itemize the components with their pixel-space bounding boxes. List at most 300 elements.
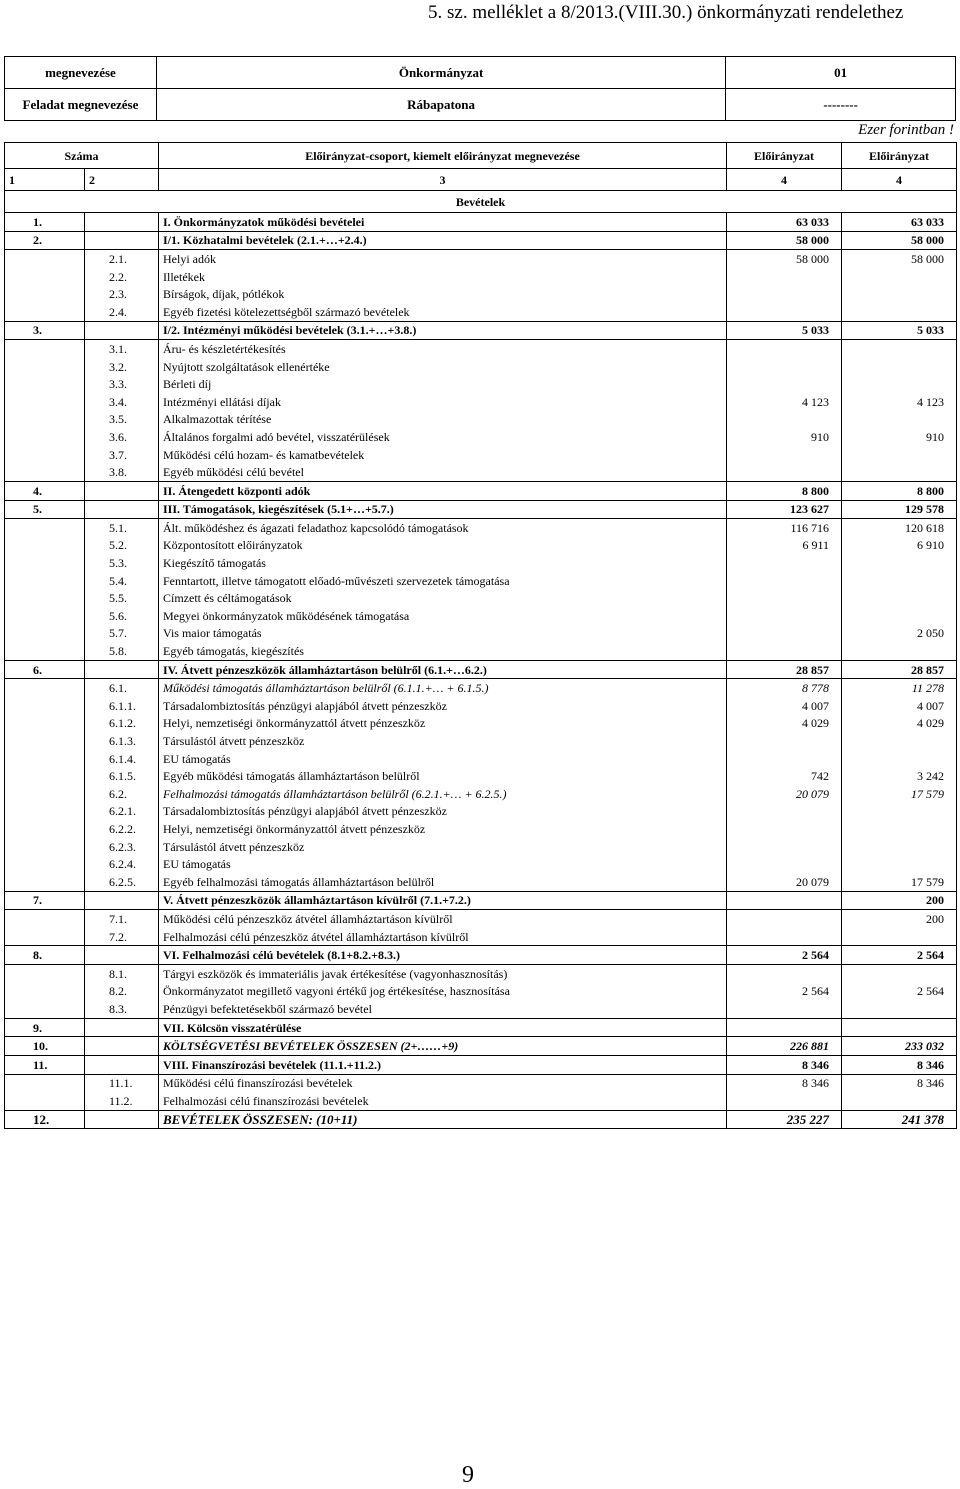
table-row (5, 838, 957, 856)
row-value-1 (727, 340, 842, 358)
table-row (5, 715, 957, 733)
table-row (5, 411, 957, 429)
row-number (5, 554, 85, 572)
row-value-2 (842, 1092, 957, 1110)
row-value-2: 58 000 (842, 231, 957, 250)
col-number: 4 (842, 169, 957, 191)
info-code: -------- (726, 89, 956, 121)
row-value-1: 8 778 (727, 679, 842, 697)
row-value-2: 241 378 (842, 1110, 957, 1129)
table-row (5, 213, 957, 232)
row-value-1 (727, 607, 842, 625)
row-value-1 (727, 358, 842, 376)
row-value-1 (727, 642, 842, 660)
row-value-2 (842, 607, 957, 625)
row-value-1 (727, 732, 842, 750)
document-title: 5. sz. melléklet a 8/2013.(VIII.30.) önkormányzati rendelethez (428, 2, 904, 23)
info-row-1 (5, 57, 956, 89)
table-row (5, 285, 957, 303)
row-subnumber: 6.2.2. (85, 820, 159, 838)
table-row (5, 607, 957, 625)
row-label: Ált. működéshez és ágazati feladathoz kapcsolódó támogatások (159, 519, 727, 537)
row-value-1 (727, 1018, 842, 1037)
row-value-2: 2 564 (842, 983, 957, 1001)
row-value-1 (727, 928, 842, 946)
row-number (5, 964, 85, 982)
row-number (5, 303, 85, 321)
row-value-1: 123 627 (727, 500, 842, 519)
row-label: VIII. Finanszírozási bevételek (11.1.+11.2.) (159, 1055, 727, 1074)
row-number (5, 1000, 85, 1018)
row-value-2: 4 007 (842, 697, 957, 715)
row-label: Címzett és céltámogatások (159, 589, 727, 607)
row-number: 1. (5, 213, 85, 232)
row-value-1: 5 033 (727, 321, 842, 340)
row-label: Nyújtott szolgáltatások ellenértéke (159, 358, 727, 376)
table-row (5, 446, 957, 464)
row-label: Társulástól átvett pénzeszköz (159, 732, 727, 750)
row-value-2 (842, 928, 957, 946)
row-value-1: 116 716 (727, 519, 842, 537)
row-number (5, 855, 85, 873)
row-label: Helyi, nemzetiségi önkormányzattól átvett pénzeszköz (159, 820, 727, 838)
row-value-1 (727, 1092, 842, 1110)
row-value-2: 2 564 (842, 946, 957, 965)
table-row (5, 910, 957, 928)
row-subnumber (85, 481, 159, 500)
row-value-1 (727, 446, 842, 464)
row-value-2 (842, 1000, 957, 1018)
row-value-2 (842, 803, 957, 821)
row-number (5, 428, 85, 446)
row-number (5, 572, 85, 590)
row-label: Önkormányzatot megillető vagyoni értékű jog értékesítése, hasznosítása (159, 983, 727, 1001)
table-row (5, 500, 957, 519)
row-subnumber: 11.1. (85, 1074, 159, 1092)
row-subnumber (85, 891, 159, 910)
row-label: I/1. Közhatalmi bevételek (2.1.+…+2.4.) (159, 231, 727, 250)
row-value-2 (842, 554, 957, 572)
row-label: Felhalmozási támogatás államháztartáson belülről (6.2.1.+… + 6.2.5.) (159, 785, 727, 803)
row-value-1: 2 564 (727, 946, 842, 965)
row-number (5, 607, 85, 625)
row-number: 12. (5, 1110, 85, 1129)
row-value-2: 17 579 (842, 785, 957, 803)
row-subnumber: 7.2. (85, 928, 159, 946)
row-subnumber: 6.2.4. (85, 855, 159, 873)
row-label: Felhalmozási célú finanszírozási bevételek (159, 1092, 727, 1110)
budget-table (4, 142, 957, 1129)
row-number: 10. (5, 1037, 85, 1056)
table-row (5, 358, 957, 376)
row-number (5, 983, 85, 1001)
row-value-2: 4 123 (842, 393, 957, 411)
row-subnumber: 6.2.3. (85, 838, 159, 856)
row-value-2 (842, 732, 957, 750)
row-number: 9. (5, 1018, 85, 1037)
row-value-1: 20 079 (727, 785, 842, 803)
row-label: Működési támogatás államháztartáson belülről (6.1.1.+… + 6.1.5.) (159, 679, 727, 697)
row-subnumber: 5.3. (85, 554, 159, 572)
section-row (5, 191, 957, 213)
table-row (5, 1018, 957, 1037)
table-row (5, 964, 957, 982)
row-value-2: 11 278 (842, 679, 957, 697)
row-label: Fenntartott, illetve támogatott előadó-művészeti szervezetek támogatása (159, 572, 727, 590)
row-value-1: 4 007 (727, 697, 842, 715)
row-value-2 (842, 463, 957, 481)
row-value-2: 8 346 (842, 1074, 957, 1092)
row-value-1 (727, 303, 842, 321)
row-label: Illetékek (159, 268, 727, 286)
table-row (5, 589, 957, 607)
row-label: Működési célú hozam- és kamatbevételek (159, 446, 727, 464)
row-value-2: 5 033 (842, 321, 957, 340)
row-label: Társadalombiztosítás pénzügyi alapjából átvett pénzeszköz (159, 803, 727, 821)
row-value-1: 235 227 (727, 1110, 842, 1129)
row-value-1 (727, 910, 842, 928)
row-subnumber (85, 231, 159, 250)
row-number (5, 519, 85, 537)
row-subnumber: 5.2. (85, 537, 159, 555)
row-value-2: 4 029 (842, 715, 957, 733)
col-header-appropriation: Előirányzat (727, 143, 842, 169)
table-row (5, 697, 957, 715)
row-number (5, 732, 85, 750)
row-subnumber: 6.1.5. (85, 767, 159, 785)
table-row (5, 519, 957, 537)
row-number (5, 268, 85, 286)
table-row (5, 803, 957, 821)
row-subnumber: 5.1. (85, 519, 159, 537)
table-row (5, 1000, 957, 1018)
table-row (5, 679, 957, 697)
row-value-1 (727, 554, 842, 572)
row-value-2 (842, 750, 957, 768)
row-value-1: 8 800 (727, 481, 842, 500)
row-value-2: 28 857 (842, 660, 957, 679)
row-number (5, 928, 85, 946)
table-row (5, 946, 957, 965)
col-header-name: Előirányzat-csoport, kiemelt előirányzat megnevezése (159, 143, 727, 169)
row-subnumber (85, 213, 159, 232)
info-label: Feladat megnevezése (5, 89, 157, 121)
row-subnumber: 5.8. (85, 642, 159, 660)
row-value-1 (727, 964, 842, 982)
row-subnumber (85, 1018, 159, 1037)
table-row (5, 660, 957, 679)
row-value-1 (727, 268, 842, 286)
row-value-2 (842, 964, 957, 982)
row-subnumber: 8.2. (85, 983, 159, 1001)
table-row (5, 855, 957, 873)
info-table (4, 56, 956, 121)
row-label: IV. Átvett pénzeszközök államháztartáson belülről (6.1.+…6.2.) (159, 660, 727, 679)
row-value-1 (727, 375, 842, 393)
row-subnumber (85, 321, 159, 340)
row-number (5, 625, 85, 643)
row-value-2 (842, 446, 957, 464)
table-row (5, 1055, 957, 1074)
row-subnumber: 3.4. (85, 393, 159, 411)
column-header-row (5, 143, 957, 169)
row-label: Pénzügyi befektetésekből származó bevétel (159, 1000, 727, 1018)
table-row (5, 873, 957, 891)
row-number (5, 767, 85, 785)
row-number: 11. (5, 1055, 85, 1074)
table-row (5, 625, 957, 643)
row-value-1 (727, 838, 842, 856)
table-row (5, 375, 957, 393)
row-value-1: 58 000 (727, 231, 842, 250)
row-value-1: 20 079 (727, 873, 842, 891)
table-row (5, 481, 957, 500)
row-value-1 (727, 891, 842, 910)
row-value-1: 226 881 (727, 1037, 842, 1056)
row-number (5, 838, 85, 856)
row-label: Megyei önkormányzatok működésének támogatása (159, 607, 727, 625)
row-label: Társulástól átvett pénzeszköz (159, 838, 727, 856)
row-number (5, 393, 85, 411)
row-value-2 (842, 303, 957, 321)
row-subnumber: 3.7. (85, 446, 159, 464)
table-row (5, 537, 957, 555)
column-number-row (5, 169, 957, 191)
row-label: Egyéb fizetési kötelezettségből származó bevételek (159, 303, 727, 321)
col-header-number: Száma (5, 143, 159, 169)
row-value-1 (727, 820, 842, 838)
row-value-2: 58 000 (842, 250, 957, 268)
table-row (5, 321, 957, 340)
row-label: VII. Kölcsön visszatérülése (159, 1018, 727, 1037)
row-label: Általános forgalmi adó bevétel, visszatérülések (159, 428, 727, 446)
row-label: V. Átvett pénzeszközök államháztartáson kívülről (7.1.+7.2.) (159, 891, 727, 910)
info-row-2 (5, 89, 956, 121)
row-subnumber: 6.1.1. (85, 697, 159, 715)
row-subnumber: 8.1. (85, 964, 159, 982)
row-label: Bírságok, díjak, pótlékok (159, 285, 727, 303)
row-subnumber: 6.1.3. (85, 732, 159, 750)
table-row (5, 891, 957, 910)
table-row (5, 642, 957, 660)
row-value-2 (842, 285, 957, 303)
row-label: Társadalombiztosítás pénzügyi alapjából átvett pénzeszköz (159, 697, 727, 715)
row-label: Központosított előirányzatok (159, 537, 727, 555)
row-value-2: 200 (842, 891, 957, 910)
table-row (5, 785, 957, 803)
table-row (5, 554, 957, 572)
row-value-1: 6 911 (727, 537, 842, 555)
page-number: 9 (462, 1462, 474, 1488)
table-row (5, 250, 957, 268)
row-subnumber: 3.6. (85, 428, 159, 446)
row-value-2: 120 618 (842, 519, 957, 537)
row-value-2 (842, 375, 957, 393)
row-number (5, 411, 85, 429)
row-label: Működési célú finanszírozási bevételek (159, 1074, 727, 1092)
col-number: 3 (159, 169, 727, 191)
col-header-appropriation: Előirányzat (842, 143, 957, 169)
row-subnumber: 3.1. (85, 340, 159, 358)
row-label: Felhalmozási célú pénzeszköz átvétel államháztartáson kívülről (159, 928, 727, 946)
row-subnumber: 2.1. (85, 250, 159, 268)
row-value-1: 4 123 (727, 393, 842, 411)
row-subnumber: 7.1. (85, 910, 159, 928)
row-value-2 (842, 340, 957, 358)
row-value-2: 17 579 (842, 873, 957, 891)
row-subnumber (85, 660, 159, 679)
row-number: 8. (5, 946, 85, 965)
table-row (5, 1037, 957, 1056)
table-row (5, 428, 957, 446)
row-value-1 (727, 855, 842, 873)
row-value-2: 2 050 (842, 625, 957, 643)
row-number: 6. (5, 660, 85, 679)
table-row (5, 750, 957, 768)
table-row (5, 1110, 957, 1129)
row-value-2: 8 800 (842, 481, 957, 500)
info-code: 01 (726, 57, 956, 89)
row-value-2 (842, 589, 957, 607)
row-value-2: 3 242 (842, 767, 957, 785)
row-value-1: 910 (727, 428, 842, 446)
unit-label: Ezer forintban ! (858, 122, 954, 138)
row-value-1 (727, 803, 842, 821)
row-label: VI. Felhalmozási célú bevételek (8.1+8.2.+8.3.) (159, 946, 727, 965)
row-subnumber: 6.1. (85, 679, 159, 697)
row-subnumber: 3.3. (85, 375, 159, 393)
row-value-1: 2 564 (727, 983, 842, 1001)
row-value-2 (842, 642, 957, 660)
row-value-1: 58 000 (727, 250, 842, 268)
row-number (5, 679, 85, 697)
row-value-2: 910 (842, 428, 957, 446)
row-subnumber: 8.3. (85, 1000, 159, 1018)
row-value-1 (727, 625, 842, 643)
row-subnumber: 2.3. (85, 285, 159, 303)
row-number (5, 820, 85, 838)
row-number (5, 785, 85, 803)
table-row (5, 928, 957, 946)
row-number (5, 750, 85, 768)
row-number: 4. (5, 481, 85, 500)
row-number (5, 446, 85, 464)
col-number: 1 (5, 169, 85, 191)
row-value-1: 8 346 (727, 1074, 842, 1092)
col-number: 4 (727, 169, 842, 191)
info-value: Önkormányzat (156, 57, 725, 89)
row-number: 5. (5, 500, 85, 519)
row-number (5, 1092, 85, 1110)
row-label: I/2. Intézményi működési bevételek (3.1.+…+3.8.) (159, 321, 727, 340)
table-row (5, 463, 957, 481)
row-value-1 (727, 750, 842, 768)
row-number (5, 715, 85, 733)
row-label: Alkalmazottak térítése (159, 411, 727, 429)
row-subnumber: 2.2. (85, 268, 159, 286)
row-number (5, 873, 85, 891)
row-value-1 (727, 1000, 842, 1018)
row-number: 7. (5, 891, 85, 910)
row-number (5, 1074, 85, 1092)
row-number: 2. (5, 231, 85, 250)
row-number (5, 375, 85, 393)
table-row (5, 1092, 957, 1110)
row-subnumber: 5.4. (85, 572, 159, 590)
row-subnumber (85, 500, 159, 519)
info-value: Rábapatona (156, 89, 725, 121)
row-subnumber (85, 1055, 159, 1074)
table-row (5, 820, 957, 838)
row-number (5, 250, 85, 268)
row-subnumber: 6.2.5. (85, 873, 159, 891)
row-number (5, 358, 85, 376)
row-value-1 (727, 463, 842, 481)
row-label: Tárgyi eszközök és immateriális javak értékesítése (vagyonhasznosítás) (159, 964, 727, 982)
row-subnumber (85, 1037, 159, 1056)
row-label: Egyéb működési célú bevétel (159, 463, 727, 481)
row-value-1: 8 346 (727, 1055, 842, 1074)
table-row (5, 572, 957, 590)
table-row (5, 732, 957, 750)
section-title: Bevételek (5, 191, 957, 213)
row-number (5, 697, 85, 715)
row-subnumber (85, 946, 159, 965)
row-value-1: 4 029 (727, 715, 842, 733)
row-value-2: 233 032 (842, 1037, 957, 1056)
row-number (5, 285, 85, 303)
row-number (5, 803, 85, 821)
col-number: 2 (85, 169, 159, 191)
row-number (5, 589, 85, 607)
row-value-2 (842, 358, 957, 376)
row-value-1: 63 033 (727, 213, 842, 232)
row-subnumber: 3.2. (85, 358, 159, 376)
row-value-2: 6 910 (842, 537, 957, 555)
row-value-2: 129 578 (842, 500, 957, 519)
table-row (5, 303, 957, 321)
row-value-1 (727, 572, 842, 590)
row-number: 3. (5, 321, 85, 340)
row-label: III. Támogatások, kiegészítések (5.1+…+5.7.) (159, 500, 727, 519)
row-value-2 (842, 1018, 957, 1037)
row-label: Intézményi ellátási díjak (159, 393, 727, 411)
table-row (5, 393, 957, 411)
row-subnumber: 3.5. (85, 411, 159, 429)
row-subnumber: 5.5. (85, 589, 159, 607)
row-label: Vis maior támogatás (159, 625, 727, 643)
row-subnumber: 3.8. (85, 463, 159, 481)
row-label: Egyéb támogatás, kiegészítés (159, 642, 727, 660)
row-number (5, 642, 85, 660)
row-subnumber: 5.7. (85, 625, 159, 643)
row-label: Kiegészítő támogatás (159, 554, 727, 572)
row-subnumber: 6.2. (85, 785, 159, 803)
row-number (5, 463, 85, 481)
row-label: EU támogatás (159, 750, 727, 768)
row-subnumber (85, 1110, 159, 1129)
row-label: Áru- és készletértékesítés (159, 340, 727, 358)
row-label: Egyéb felhalmozási támogatás államháztartáson belülről (159, 873, 727, 891)
row-value-2 (842, 838, 957, 856)
row-label: KÖLTSÉGVETÉSI BEVÉTELEK ÖSSZESEN (2+……+9) (159, 1037, 727, 1056)
row-value-2: 63 033 (842, 213, 957, 232)
row-value-2 (842, 855, 957, 873)
row-label: Egyéb működési támogatás államháztartáson belülről (159, 767, 727, 785)
row-value-1: 28 857 (727, 660, 842, 679)
row-value-2 (842, 411, 957, 429)
row-value-1 (727, 589, 842, 607)
